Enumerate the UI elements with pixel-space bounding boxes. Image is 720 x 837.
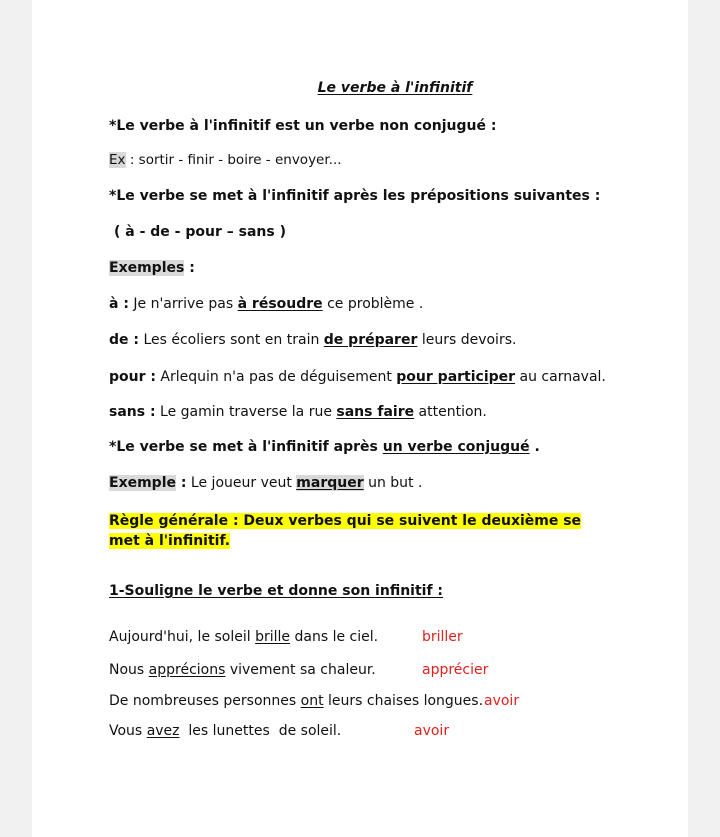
- example-text: leurs devoirs.: [417, 332, 517, 348]
- example-verb: pour participer: [396, 369, 516, 385]
- example-text: Je n'arrive pas: [128, 296, 238, 312]
- example-verb: à résoudre: [237, 296, 323, 312]
- exercise-text: leurs chaises longues.: [323, 693, 484, 709]
- example-text: ce problème .: [322, 296, 424, 312]
- examples-intro: [109, 151, 342, 169]
- exercise-row: [109, 628, 378, 646]
- exercise-row: [109, 722, 341, 740]
- exemple-colon: :: [176, 475, 187, 491]
- general-rule: [109, 511, 593, 551]
- exercise-text: vivement sa chaleur.: [225, 662, 376, 678]
- example-preposition: à :: [109, 296, 129, 312]
- example-text: Arlequin n'a pas de déguisement: [155, 369, 397, 385]
- rule-underlined: un verbe conjugué: [382, 439, 530, 455]
- exercise-text: dans le ciel.: [290, 629, 379, 645]
- exercise-text: Nous: [109, 662, 149, 678]
- exemple-text: un but .: [363, 475, 423, 491]
- example-verb: sans faire: [336, 404, 415, 420]
- exercise-answer: avoir: [484, 693, 520, 709]
- examples-heading: [109, 259, 195, 277]
- example-row: [109, 331, 516, 349]
- exercise-verb: ont: [300, 693, 324, 709]
- conjugated-verb-rule: [109, 438, 540, 456]
- ex-text: : sortir - finir - boire - envoyer...: [125, 152, 342, 168]
- exercise-answer: briller: [422, 629, 463, 645]
- examples-colon: :: [184, 260, 195, 276]
- examples-label: Exemples: [109, 260, 185, 276]
- exercise-row: [109, 692, 483, 710]
- example-text: attention.: [414, 404, 487, 420]
- exercise-verb: apprécions: [148, 662, 226, 678]
- exercise-text: De nombreuses personnes: [109, 693, 301, 709]
- example-verb: de préparer: [323, 332, 418, 348]
- exercise-text: les lunettes de soleil.: [179, 723, 342, 739]
- example-preposition: pour :: [109, 369, 156, 385]
- example-row: [109, 403, 487, 421]
- preposition-rule: *Le verbe se met à l'infinitif après les prépositions suivantes :: [109, 188, 601, 204]
- exercise-text: Aujourd'hui, le soleil: [109, 629, 256, 645]
- example-preposition: de :: [109, 332, 139, 348]
- example-text: Les écoliers sont en train: [139, 332, 324, 348]
- preposition-list: ( à - de - pour – sans ): [114, 224, 286, 240]
- exemple-label: Exemple: [109, 475, 176, 491]
- exercise-verb: avez: [146, 723, 180, 739]
- page-title: Le verbe à l'infinitif: [317, 80, 473, 96]
- exemple-verb: marquer: [296, 475, 364, 491]
- example-preposition: sans :: [109, 404, 156, 420]
- exercise-answer: apprécier: [422, 662, 489, 678]
- exercise-verb: brille: [255, 629, 291, 645]
- rule-text: *Le verbe se met à l'infinitif après: [109, 439, 383, 455]
- exemple-text: Le joueur veut: [186, 475, 297, 491]
- rule-text: .: [529, 439, 540, 455]
- exemple-row: [109, 474, 422, 492]
- definition: *Le verbe à l'infinitif est un verbe non conjugué :: [109, 118, 497, 134]
- exercise-row: [109, 661, 376, 679]
- document-page: [32, 0, 688, 837]
- ex-label: Ex: [109, 152, 126, 168]
- example-text: au carnaval.: [515, 369, 606, 385]
- exercise-text: Vous: [109, 723, 147, 739]
- exercise-title: 1-Souligne le verbe et donne son infinitif :: [109, 583, 444, 599]
- example-text: Le gamin traverse la rue: [155, 404, 337, 420]
- example-row: [109, 295, 423, 313]
- exercise-answer: avoir: [414, 723, 450, 739]
- general-rule-text: Règle générale : Deux verbes qui se suivent le deuxième se met à l'infinitif.: [109, 513, 582, 549]
- example-row: [109, 368, 606, 386]
